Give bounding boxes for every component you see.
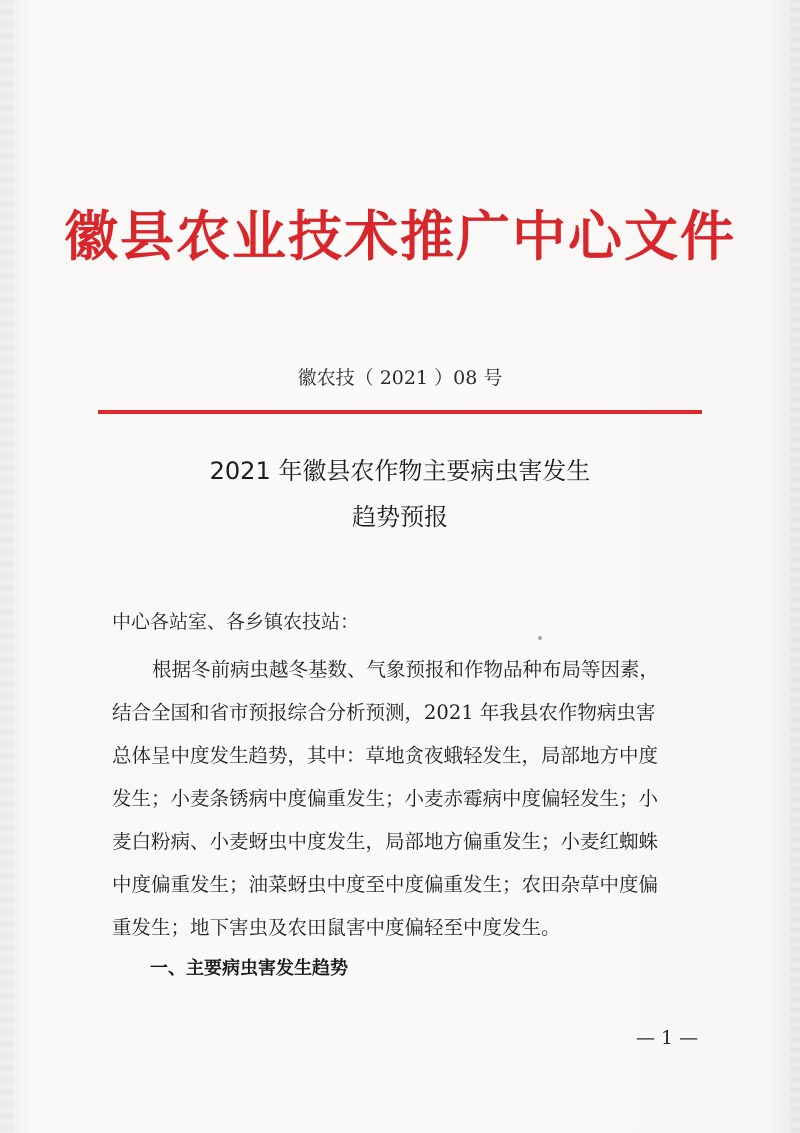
body-paragraph [112, 648, 712, 949]
document-number: 徽农技（ 2021 ）08 号 [297, 367, 503, 389]
document-title [0, 448, 800, 540]
document-title-line-1: 2021 年徽县农作物主要病虫害发生 [209, 457, 591, 485]
body-line: 总体呈中度发生趋势，其中：草地贪夜蛾轻发生，局部地方中度 [112, 744, 659, 767]
scan-right-edge [790, 0, 800, 1133]
page-number: — 1 — [636, 1027, 699, 1049]
body-line: 麦白粉病、小麦蚜虫中度发生，局部地方偏重发生；小麦红蜘蛛 [112, 830, 659, 853]
body-line: 重发生；地下害虫及农田鼠害中度偏轻至中度发生。 [112, 916, 561, 939]
document-title-line-2: 趋势预报 [352, 503, 448, 531]
section-heading: 一、主要病虫害发生趋势 [150, 958, 348, 979]
scan-left-edge [0, 0, 14, 1133]
body-line: 中度偏重发生；油菜蚜虫中度至中度偏重发生；农田杂草中度偏 [112, 873, 659, 896]
body-line: 结合全国和省市预报综合分析预测，2021 年我县农作物病虫害 [112, 701, 656, 724]
body-line: 发生；小麦条锈病中度偏重发生；小麦赤霉病中度偏轻发生；小 [112, 787, 659, 810]
red-divider-rule [98, 410, 702, 414]
body-line: 根据冬前病虫越冬基数、气象预报和作物品种布局等因素， [152, 658, 660, 681]
salutation: 中心各站室、各乡镇农技站： [112, 611, 360, 633]
scan-speck [538, 636, 542, 640]
red-header-title: 徽县农业技术推广中心文件 [64, 204, 736, 268]
